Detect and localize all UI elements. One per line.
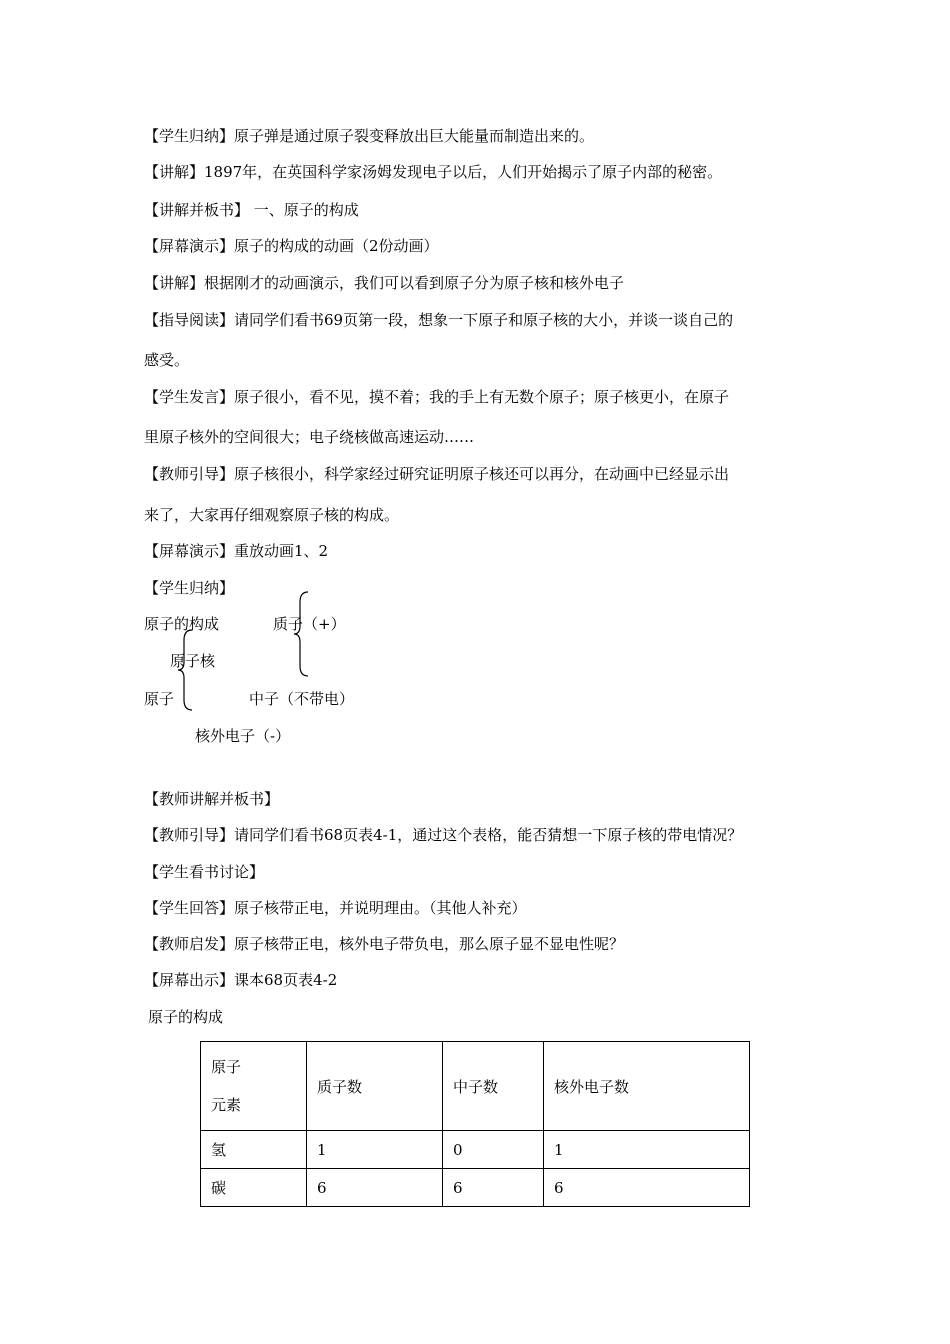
text-line: 【屏幕演示】原子的构成的动画（2份动画） bbox=[144, 237, 439, 255]
nucleus-brace-icon bbox=[292, 590, 312, 678]
table-cell: 1 bbox=[307, 1131, 443, 1169]
electron-label: 核外电子（-） bbox=[195, 727, 291, 745]
table-cell: 碳 bbox=[201, 1169, 307, 1207]
table-row bbox=[201, 1131, 750, 1169]
atom-label: 原子 bbox=[144, 690, 175, 708]
header-atom-label: 原子 bbox=[211, 1058, 242, 1076]
text-line: 【教师引导】请同学们看书68页表4-1，通过这个表格，能否猜想一下原子核的带电情况？ bbox=[144, 826, 743, 844]
table-row bbox=[201, 1169, 750, 1207]
nucleus-label: 原子核 bbox=[170, 652, 216, 670]
text-line: 【学生回答】原子核带正电，并说明理由。（其他人补充） bbox=[144, 899, 527, 917]
text-line: 【教师讲解并板书】 bbox=[144, 790, 280, 808]
table-cell: 1 bbox=[544, 1131, 750, 1169]
text-line: 来了，大家再仔细观察原子核的构成。 bbox=[144, 506, 400, 524]
text-line: 【教师引导】原子核很小，科学家经过研究证明原子核还可以再分，在动画中已经显示出 bbox=[144, 465, 730, 483]
table-cell: 6 bbox=[544, 1169, 750, 1207]
text-line: 里原子核外的空间很大；电子绕核做高速运动…… bbox=[144, 428, 475, 446]
table-caption: 原子的构成 bbox=[148, 1008, 224, 1026]
table-cell: 氢 bbox=[201, 1131, 307, 1169]
text-line: 【讲解】根据刚才的动画演示，我们可以看到原子分为原子核和核外电子 bbox=[144, 274, 625, 292]
neutron-label: 中子（不带电） bbox=[249, 690, 355, 708]
table-header-cell: 核外电子数 bbox=[544, 1042, 750, 1131]
table-header-cell bbox=[201, 1042, 307, 1131]
text-line: 【学生看书讨论】 bbox=[144, 863, 265, 881]
text-line: 【教师启发】原子核带正电，核外电子带负电，那么原子显不显电性呢？ bbox=[144, 935, 625, 953]
header-element-label: 元素 bbox=[211, 1096, 242, 1114]
text-line: 【指导阅读】请同学们看书69页第一段，想象一下原子和原子核的大小，并谈一谈自己的 bbox=[144, 311, 734, 329]
table-header-cell: 中子数 bbox=[443, 1042, 544, 1131]
table-header-row bbox=[201, 1042, 750, 1131]
text-line: 【学生归纳】原子弹是通过原子裂变释放出巨大能量而制造出来的。 bbox=[144, 127, 595, 145]
table-cell: 6 bbox=[307, 1169, 443, 1207]
atom-composition-table bbox=[200, 1041, 750, 1207]
table-header-cell: 质子数 bbox=[307, 1042, 443, 1131]
atom-brace-icon bbox=[176, 628, 196, 712]
proton-label: 质子（+） bbox=[273, 615, 346, 633]
table-cell: 6 bbox=[443, 1169, 544, 1207]
table-cell: 0 bbox=[443, 1131, 544, 1169]
text-line: 【学生发言】原子很小，看不见，摸不着；我的手上有无数个原子；原子核更小，在原子 bbox=[144, 388, 730, 406]
text-line: 【屏幕演示】重放动画1、2 bbox=[144, 542, 329, 560]
text-line: 【学生归纳】 bbox=[144, 579, 235, 597]
diagram-title: 原子的构成 bbox=[144, 615, 220, 633]
text-line: 【讲解】1897年，在英国科学家汤姆发现电子以后，人们开始揭示了原子内部的秘密。 bbox=[144, 163, 723, 181]
text-line: 感受。 bbox=[144, 351, 190, 369]
text-line: 【屏幕出示】课本68页表4-2 bbox=[144, 971, 338, 989]
text-line: 【讲解并板书】 一、原子的构成 bbox=[144, 201, 359, 219]
